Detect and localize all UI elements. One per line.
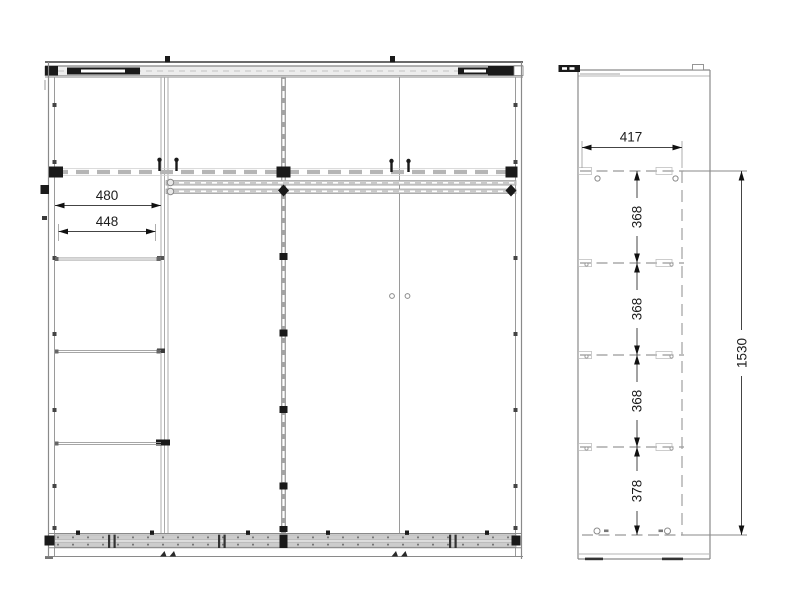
rail-hook-bracket — [167, 179, 173, 185]
drill-hole — [405, 294, 410, 299]
rail-bracket-right — [506, 167, 518, 178]
dimension-448 — [59, 214, 156, 241]
divider-center — [280, 77, 288, 533]
shelf-1 — [55, 257, 161, 261]
dim-label-417: 417 — [619, 129, 643, 145]
track-end-cap-right — [488, 66, 514, 76]
rail-hook-bracket — [167, 188, 173, 194]
dimension-chain-vertical — [630, 171, 645, 535]
shelf-2 — [55, 350, 161, 354]
dim-label-368-1: 368 — [629, 205, 645, 229]
dimension-417 — [582, 130, 682, 169]
rail-bracket-left — [49, 167, 63, 178]
dimension-1530 — [684, 171, 750, 535]
side-panel-right — [514, 62, 522, 559]
track-screw-right — [390, 56, 395, 63]
side-panel-left — [41, 62, 57, 559]
rail-joint-right — [506, 185, 517, 197]
dim-label-480: 480 — [95, 188, 119, 203]
dim-label-1530: 1530 — [734, 337, 750, 369]
divider-left-shelf-column — [156, 77, 170, 533]
rail-bracket-center — [277, 167, 291, 178]
track-profile-back — [693, 65, 704, 71]
dim-label-368-2: 368 — [629, 297, 645, 321]
back-panel-joint — [390, 77, 410, 533]
hanging-rail-lower — [166, 179, 517, 196]
dim-label-368-3: 368 — [629, 389, 645, 413]
shelf-3 — [55, 442, 161, 446]
leveling-feet — [160, 551, 408, 557]
dimension-480 — [55, 188, 161, 208]
wall-bracket-left — [41, 185, 50, 194]
track-screw-left — [165, 56, 170, 63]
side-view — [559, 65, 750, 561]
dim-label-378: 378 — [629, 479, 645, 503]
dim-label-448: 448 — [95, 214, 119, 229]
rail-joint-center — [278, 185, 289, 197]
track-end-cap-left — [45, 66, 58, 76]
door-track-top — [45, 56, 523, 77]
door-track-bottom — [45, 531, 524, 560]
front-view — [41, 56, 524, 559]
drill-hole — [390, 294, 395, 299]
